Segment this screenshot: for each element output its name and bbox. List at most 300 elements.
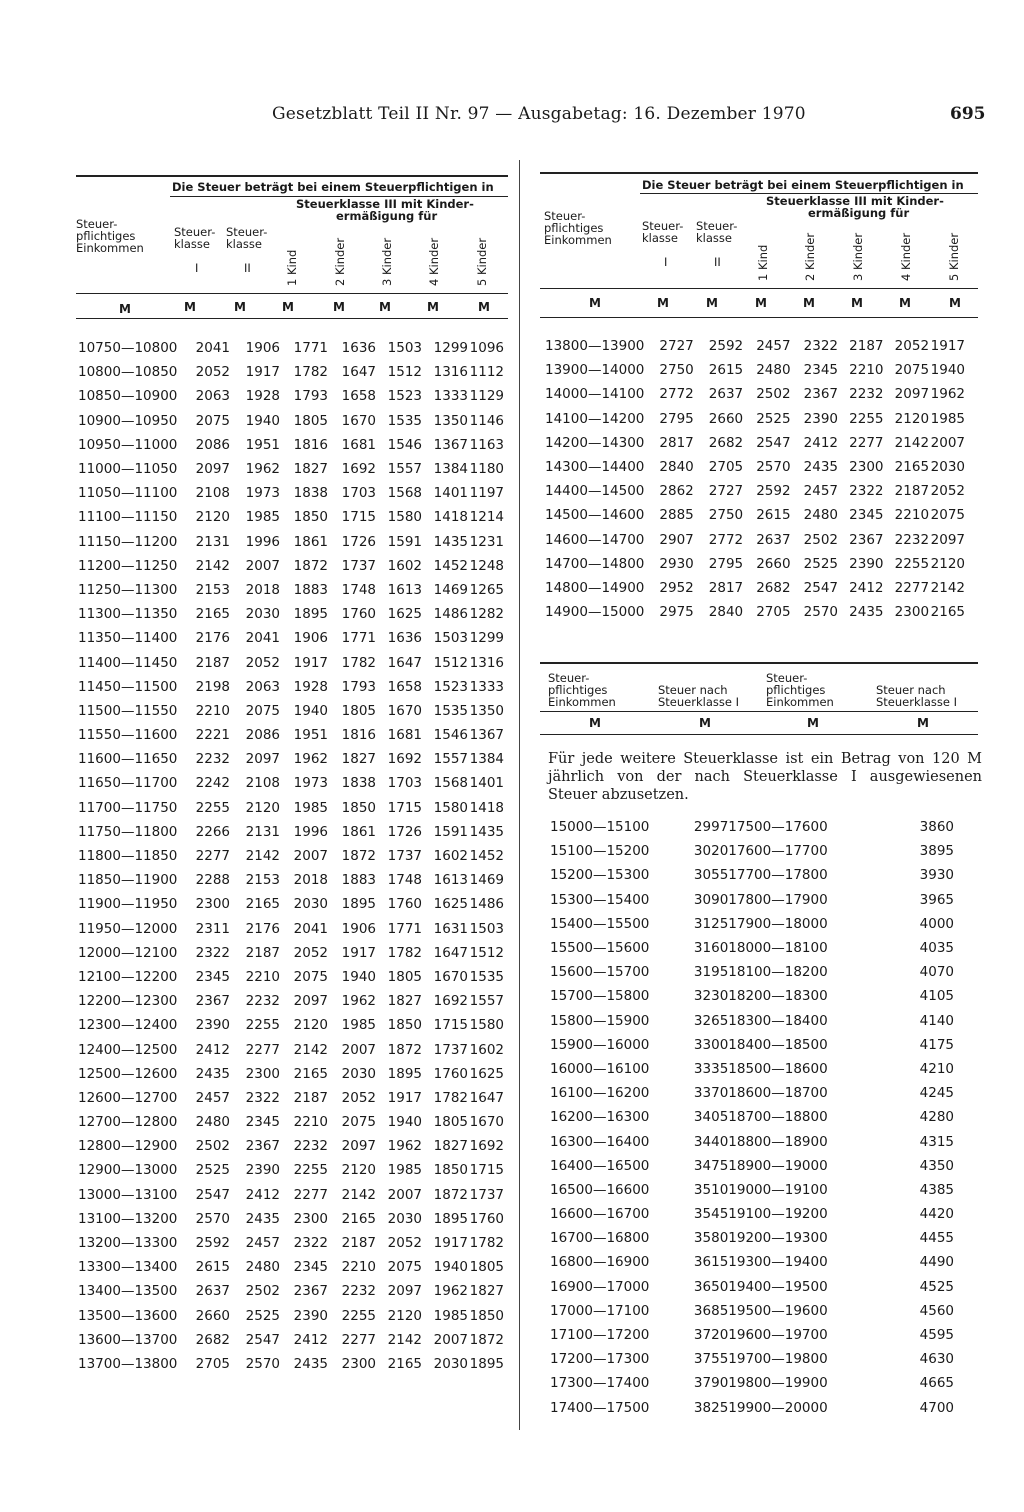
tax-value-cell: 1962 (930, 386, 965, 403)
tax-value-cell: 2075 (293, 968, 328, 985)
table-row (550, 1250, 954, 1274)
tax-value-cell: 1737 (387, 848, 422, 865)
tax-value-cell: 1940 (387, 1114, 422, 1131)
tax-value-cell: 2018 (293, 872, 328, 889)
income-range-cell: 16400—16500 (550, 1157, 650, 1174)
tax-value-cell: 2075 (894, 362, 930, 379)
tax-value-cell: 1214 (469, 509, 504, 526)
tax-value-cell: 1580 (433, 799, 468, 816)
income-range-cell: 11800—11850 (78, 848, 178, 865)
table-row (550, 1105, 954, 1129)
tax-value-cell: 1895 (341, 896, 376, 913)
tax-value-cell: 3545 (693, 1206, 729, 1223)
tax-value-cell: 1906 (341, 920, 376, 937)
tax-value-cell: 1805 (293, 412, 328, 429)
income-range-cell: 18400—18500 (728, 1036, 828, 1053)
table-row (545, 334, 965, 358)
tax-value-cell: 3930 (919, 867, 954, 884)
tax-value-cell: 3265 (693, 1012, 729, 1029)
right-table-top-rule (540, 172, 978, 174)
table-row (78, 554, 504, 578)
tax-value-cell: 1197 (469, 485, 504, 502)
tax-value-cell: 1557 (387, 461, 422, 478)
tax-value-cell: 2063 (245, 678, 280, 695)
tax-value-cell: 1940 (930, 362, 965, 379)
table-row (545, 479, 965, 503)
tax-value-cell: 2142 (387, 1331, 422, 1348)
tax-value-cell: 3755 (693, 1351, 729, 1368)
tax-value-cell: 1883 (293, 581, 328, 598)
income-range-cell: 13200—13300 (78, 1235, 178, 1252)
tax-value-cell: 2288 (195, 872, 230, 889)
income-range-cell: 11200—11250 (78, 557, 178, 574)
left-unit: M (427, 300, 439, 314)
tax-value-cell: 1737 (341, 557, 376, 574)
tax-value-cell: 3685 (693, 1302, 729, 1319)
tax-value-cell: 2300 (849, 459, 884, 476)
tax-value-cell: 2727 (708, 483, 744, 500)
tax-value-cell: 2075 (341, 1114, 376, 1131)
tax-value-cell: 1928 (293, 678, 328, 695)
tax-value-cell: 1670 (387, 702, 422, 719)
tax-value-cell: 2052 (930, 483, 965, 500)
tax-value-cell: 1401 (469, 775, 504, 792)
tax-value-cell: 2097 (930, 531, 965, 548)
tax-value-cell: 2502 (756, 386, 791, 403)
income-range-cell: 13400—13500 (78, 1283, 178, 1300)
tax-value-cell: 2547 (245, 1331, 280, 1348)
tax-value-cell: 1512 (469, 944, 504, 961)
tax-value-cell: 4700 (919, 1399, 954, 1416)
tax-value-cell: 1895 (387, 1065, 422, 1082)
tax-value-cell: 1737 (469, 1186, 504, 1203)
table-row (78, 409, 504, 433)
tax-value-cell: 1962 (293, 751, 328, 768)
tax-value-cell: 2345 (293, 1259, 328, 1276)
tax-value-cell: 2367 (245, 1138, 280, 1155)
table-row (550, 1299, 954, 1323)
right-kid-4: 4 Kinder (899, 232, 913, 281)
right-sk1-num: I (664, 255, 668, 269)
tax-value-cell: 4210 (919, 1060, 954, 1077)
tax-value-cell: 2232 (894, 531, 930, 548)
tax-value-cell: 2412 (849, 579, 884, 596)
tax-value-cell: 2120 (387, 1307, 422, 1324)
tax-value-cell: 2772 (708, 531, 744, 548)
tax-value-cell: 1906 (245, 340, 280, 357)
income-range-cell: 19600—19700 (728, 1327, 828, 1344)
table-row (78, 892, 504, 916)
tax-value-cell: 2108 (245, 775, 280, 792)
tax-value-cell: 2097 (245, 751, 280, 768)
income-range-cell: 13600—13700 (78, 1331, 178, 1348)
tax-value-cell: 1625 (387, 606, 422, 623)
left-sk1-num: I (195, 261, 199, 275)
tax-value-cell: 4350 (919, 1157, 954, 1174)
tax-value-cell: 1748 (341, 581, 376, 598)
tax-value-cell: 1850 (387, 1017, 422, 1034)
income-range-cell: 19100—19200 (728, 1206, 828, 1223)
tax-value-cell: 1872 (341, 848, 376, 865)
table-row (78, 1037, 504, 1061)
tax-value-cell: 2052 (894, 338, 930, 355)
tax-value-cell: 2705 (756, 604, 791, 621)
left-sk2-label: Steuer- klasse (226, 225, 268, 251)
income-range-cell: 14900—15000 (545, 604, 645, 621)
tax-value-cell: 3055 (693, 867, 729, 884)
tax-value-cell: 1613 (433, 872, 468, 889)
tax-value-cell: 2457 (245, 1235, 280, 1252)
table2-tax-label: Steuer nach Steuerklasse I (658, 683, 739, 709)
tax-value-cell: 3335 (693, 1060, 729, 1077)
tax-value-cell: 2502 (245, 1283, 280, 1300)
tax-value-cell: 2255 (195, 799, 230, 816)
tax-value-cell: 1418 (433, 509, 468, 526)
tax-value-cell: 1962 (387, 1138, 422, 1155)
table-row (550, 1129, 954, 1153)
tax-value-cell: 1895 (469, 1355, 504, 1372)
tax-value-cell: 1636 (387, 630, 422, 647)
tax-value-cell: 2210 (894, 507, 930, 524)
tax-value-cell: 2131 (245, 823, 280, 840)
table-row (545, 576, 965, 600)
tax-value-cell: 2075 (195, 412, 230, 429)
table2-unit-rule (540, 734, 978, 735)
tax-value-cell: 1737 (433, 1041, 468, 1058)
right-unit: M (589, 296, 601, 310)
table-row (545, 407, 965, 431)
tax-value-cell: 3125 (693, 915, 729, 932)
tax-value-cell: 1299 (469, 630, 504, 647)
table-row (550, 839, 954, 863)
tax-value-cell: 1316 (433, 364, 468, 381)
tax-value-cell: 4105 (919, 988, 954, 1005)
tax-value-cell: 3440 (693, 1133, 729, 1150)
tax-value-cell: 2187 (849, 338, 884, 355)
tax-value-cell: 3195 (693, 964, 729, 981)
table-row (550, 1178, 954, 1202)
tax-value-cell: 2885 (659, 507, 694, 524)
tax-value-cell: 2975 (659, 604, 694, 621)
right-head-rule (540, 288, 978, 289)
tax-value-cell: 2840 (708, 604, 744, 621)
table-row (550, 1371, 954, 1395)
tax-value-cell: 2120 (195, 509, 230, 526)
tax-value-cell: 4140 (919, 1012, 954, 1029)
table-row (550, 1347, 954, 1371)
tax-value-cell: 2750 (659, 362, 694, 379)
tax-value-cell: 2525 (245, 1307, 280, 1324)
table-row (78, 1231, 504, 1255)
tax-value-cell: 1469 (433, 581, 468, 598)
income-range-cell: 16700—16800 (550, 1230, 650, 1247)
right-kid-3: 3 Kinder (851, 232, 865, 281)
tax-value-cell: 1568 (433, 775, 468, 792)
left-sk3-title: Steuerklasse III mit Kinder- (296, 197, 474, 211)
income-range-cell: 17700—17800 (728, 867, 828, 884)
column-divider (519, 160, 520, 1430)
tax-value-cell: 2277 (293, 1186, 328, 1203)
tax-value-cell: 1883 (341, 872, 376, 889)
tax-value-cell: 2817 (659, 434, 694, 451)
tax-value-cell: 2007 (245, 557, 280, 574)
tax-value-cell: 2097 (341, 1138, 376, 1155)
tax-value-cell: 2232 (245, 993, 280, 1010)
tax-value-cell: 2322 (849, 483, 884, 500)
tax-value-cell: 1861 (341, 823, 376, 840)
tax-value-cell: 1928 (245, 388, 280, 405)
tax-value-cell: 1827 (387, 993, 422, 1010)
tax-value-cell: 2435 (293, 1355, 328, 1372)
tax-value-cell: 1636 (341, 340, 376, 357)
right-kid-2: 2 Kinder (803, 232, 817, 281)
income-range-cell: 11650—11700 (78, 775, 178, 792)
tax-value-cell: 1985 (387, 1162, 422, 1179)
tax-value-cell: 1692 (341, 461, 376, 478)
tax-value-cell: 2142 (341, 1186, 376, 1203)
tax-value-cell: 2390 (195, 1017, 230, 1034)
tax-value-cell: 1384 (469, 751, 504, 768)
tax-value-cell: 2570 (756, 459, 791, 476)
table-row (78, 723, 504, 747)
table-row (78, 796, 504, 820)
income-range-cell: 14000—14100 (545, 386, 645, 403)
tax-value-cell: 2840 (659, 459, 694, 476)
income-range-cell: 18800—18900 (728, 1133, 828, 1150)
table-row (550, 1323, 954, 1347)
tax-value-cell: 2322 (293, 1235, 328, 1252)
tax-value-cell: 3720 (693, 1327, 729, 1344)
tax-value-cell: 2120 (930, 555, 965, 572)
tax-value-cell: 2727 (659, 338, 694, 355)
table-row (78, 675, 504, 699)
tax-value-cell: 2367 (849, 531, 884, 548)
tax-value-cell: 3895 (919, 843, 954, 860)
tax-value-cell: 2232 (849, 386, 884, 403)
tax-value-cell: 2502 (803, 531, 838, 548)
income-range-cell: 11400—11450 (78, 654, 178, 671)
table-row (78, 1158, 504, 1182)
tax-value-cell: 3650 (693, 1278, 729, 1295)
tax-value-cell: 1760 (469, 1210, 504, 1227)
table2-unit: M (699, 716, 711, 730)
table-row (545, 382, 965, 406)
tax-value-cell: 2153 (195, 581, 230, 598)
table-row (550, 936, 954, 960)
tax-value-cell: 2322 (195, 944, 230, 961)
tax-value-cell: 2367 (293, 1283, 328, 1300)
income-range-cell: 15000—15100 (550, 819, 650, 836)
tax-value-cell: 2120 (894, 410, 930, 427)
income-range-cell: 18700—18800 (728, 1109, 828, 1126)
income-range-cell: 19000—19100 (728, 1181, 828, 1198)
tax-value-cell: 2435 (245, 1210, 280, 1227)
tax-value-cell: 1951 (245, 436, 280, 453)
income-range-cell: 14400—14500 (545, 483, 645, 500)
tax-value-cell: 1658 (341, 388, 376, 405)
tax-value-cell: 2153 (245, 872, 280, 889)
table-row (78, 771, 504, 795)
left-unit: M (333, 300, 345, 314)
table-row (78, 917, 504, 941)
tax-value-cell: 2795 (708, 555, 744, 572)
income-range-cell: 17600—17700 (728, 843, 828, 860)
tax-value-cell: 2390 (245, 1162, 280, 1179)
tax-value-cell: 2592 (756, 483, 791, 500)
tax-value-cell: 2930 (659, 555, 694, 572)
tax-value-cell: 2457 (803, 483, 838, 500)
tax-value-cell: 1350 (433, 412, 468, 429)
income-range-cell: 13500—13600 (78, 1307, 178, 1324)
income-range-cell: 13700—13800 (78, 1355, 178, 1372)
income-range-cell: 13300—13400 (78, 1259, 178, 1276)
tax-value-cell: 1146 (469, 412, 504, 429)
tax-value-cell: 1895 (293, 606, 328, 623)
left-unit: M (234, 300, 246, 314)
left-kid-4: 4 Kinder (427, 237, 441, 286)
tax-value-cell: 1850 (433, 1162, 468, 1179)
income-range-cell: 11850—11900 (78, 872, 178, 889)
tax-value-cell: 2480 (195, 1114, 230, 1131)
tax-value-cell: 2097 (894, 386, 930, 403)
table-row (550, 1009, 954, 1033)
table-row (550, 815, 954, 839)
tax-value-cell: 1163 (469, 436, 504, 453)
table-row (550, 1275, 954, 1299)
tax-value-cell: 1602 (387, 557, 422, 574)
table-row (78, 868, 504, 892)
tax-value-cell: 2311 (195, 920, 230, 937)
tax-value-cell: 3020 (693, 843, 729, 860)
left-sk3-sub: ermäßigung für (336, 209, 438, 223)
right-tax-table (545, 334, 965, 624)
left-table-top-rule (76, 175, 508, 177)
left-income-label: Steuer- pflichtiges Einkommen (76, 217, 144, 255)
table-row (78, 820, 504, 844)
table-row (550, 1154, 954, 1178)
tax-value-cell: 2592 (195, 1235, 230, 1252)
tax-value-cell: 2300 (894, 604, 930, 621)
tax-value-cell: 2502 (195, 1138, 230, 1155)
tax-value-cell: 1816 (293, 436, 328, 453)
tax-value-cell: 1681 (387, 727, 422, 744)
table2-tax-label-2: Steuer nach Steuerklasse I (876, 683, 957, 709)
tax-value-cell: 1827 (341, 751, 376, 768)
tax-value-cell: 1827 (469, 1283, 504, 1300)
income-range-cell: 15700—15800 (550, 988, 650, 1005)
table-row (550, 912, 954, 936)
tax-value-cell: 1333 (469, 678, 504, 695)
table-row (78, 626, 504, 650)
income-range-cell: 15900—16000 (550, 1036, 650, 1053)
tax-value-cell: 2345 (245, 1114, 280, 1131)
tax-value-cell: 1951 (293, 727, 328, 744)
tax-value-cell: 2525 (756, 410, 791, 427)
tax-value-cell: 2480 (756, 362, 791, 379)
page-number: 695 (950, 104, 986, 124)
income-range-cell: 12700—12800 (78, 1114, 178, 1131)
tax-value-cell: 1962 (245, 461, 280, 478)
income-range-cell: 11300—11350 (78, 606, 178, 623)
tax-value-cell: 2277 (849, 434, 884, 451)
tax-value-cell: 2255 (341, 1307, 376, 1324)
left-unit-rule (76, 318, 508, 319)
tax-value-cell: 2660 (708, 410, 744, 427)
income-range-cell: 17900—18000 (728, 915, 828, 932)
tax-value-cell: 2615 (708, 362, 744, 379)
table-row (550, 863, 954, 887)
table-row (78, 1086, 504, 1110)
income-range-cell: 14800—14900 (545, 579, 645, 596)
income-range-cell: 19900—20000 (728, 1399, 828, 1416)
tax-value-cell: 2198 (195, 678, 230, 695)
tax-value-cell: 2210 (849, 362, 884, 379)
income-range-cell: 11450—11500 (78, 678, 178, 695)
tax-value-cell: 1670 (433, 968, 468, 985)
tax-value-cell: 1827 (293, 461, 328, 478)
left-kid-1: 1 Kind (285, 249, 299, 286)
tax-value-cell: 1535 (469, 968, 504, 985)
tax-value-cell: 2547 (756, 434, 791, 451)
tax-value-cell: 2660 (756, 555, 791, 572)
tax-value-cell: 1760 (433, 1065, 468, 1082)
tax-value-cell: 1838 (293, 485, 328, 502)
right-kid-1: 1 Kind (756, 244, 770, 281)
tax-value-cell: 4560 (919, 1302, 954, 1319)
tax-value-cell: 2637 (195, 1283, 230, 1300)
left-sk2-num: II (244, 261, 251, 275)
tax-value-cell: 2525 (803, 555, 838, 572)
table-row (78, 1183, 504, 1207)
tax-value-cell: 3160 (693, 940, 729, 957)
tax-value-cell: 2277 (245, 1041, 280, 1058)
income-range-cell: 16500—16600 (550, 1181, 650, 1198)
tax-value-cell: 2052 (341, 1089, 376, 1106)
tax-value-cell: 1469 (469, 872, 504, 889)
income-range-cell: 11700—11750 (78, 799, 178, 816)
income-range-cell: 12000—12100 (78, 944, 178, 961)
tax-value-cell: 1231 (469, 533, 504, 550)
tax-value-cell: 4280 (919, 1109, 954, 1126)
tax-value-cell: 1962 (433, 1283, 468, 1300)
income-range-cell: 12800—12900 (78, 1138, 178, 1155)
tax-value-cell: 1771 (387, 920, 422, 937)
table-row (78, 1279, 504, 1303)
tax-value-cell: 1782 (469, 1235, 504, 1252)
table2-note: Für jede weitere Steuerklasse ist ein Betrag von 120 M jährlich von der nach Steuerklasse I ausgewiesenen Steuer abzusetzen. (548, 751, 982, 803)
tax-value-cell: 2637 (756, 531, 791, 548)
tax-value-cell: 2030 (387, 1210, 422, 1227)
tax-value-cell: 1486 (469, 896, 504, 913)
tax-value-cell: 2052 (387, 1235, 422, 1252)
income-range-cell: 17100—17200 (550, 1327, 650, 1344)
tax-value-cell: 1985 (293, 799, 328, 816)
tax-value-cell: 2187 (245, 944, 280, 961)
tax-value-cell: 2221 (195, 727, 230, 744)
right-tax-title: Die Steuer beträgt bei einem Steuerpflichtigen in (642, 178, 964, 192)
tax-value-cell: 1850 (469, 1307, 504, 1324)
tax-value-cell: 1760 (341, 606, 376, 623)
tax-value-cell: 1850 (341, 799, 376, 816)
tax-value-cell: 2041 (195, 340, 230, 357)
left-kid-2: 2 Kinder (333, 237, 347, 286)
tax-value-cell: 4245 (919, 1085, 954, 1102)
tax-value-cell: 1748 (387, 872, 422, 889)
tax-value-cell: 2030 (293, 896, 328, 913)
tax-value-cell: 1535 (387, 412, 422, 429)
tax-value-cell: 2997 (693, 819, 729, 836)
tax-value-cell: 1940 (433, 1259, 468, 1276)
